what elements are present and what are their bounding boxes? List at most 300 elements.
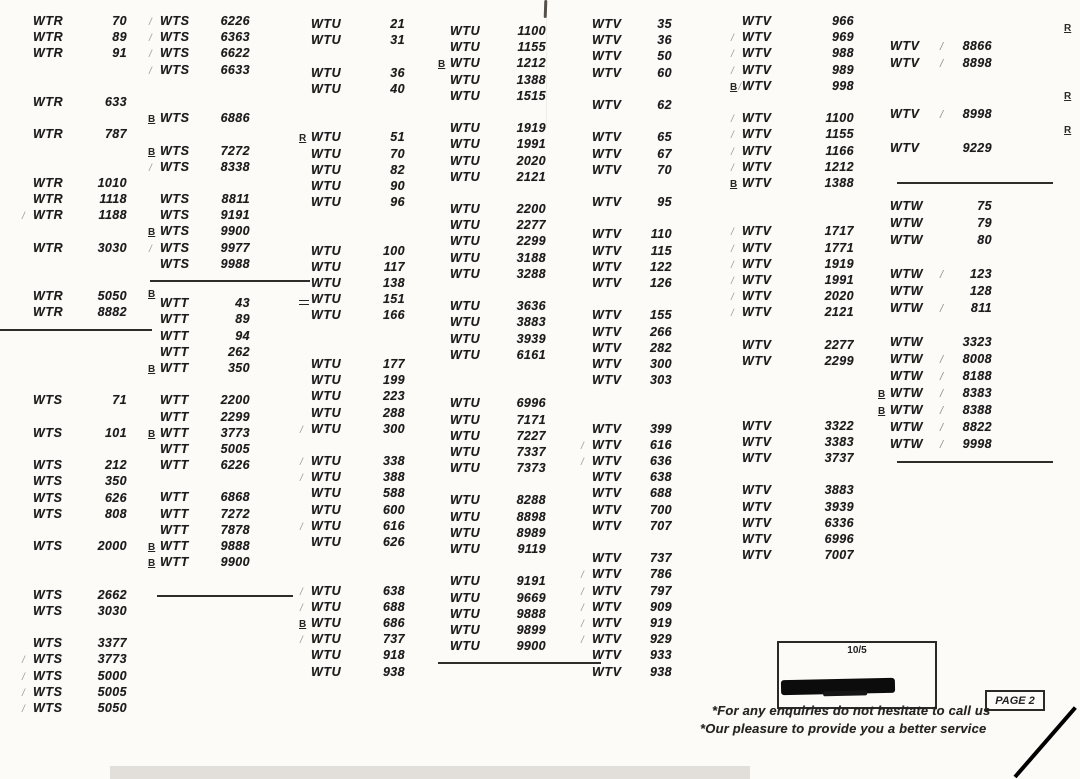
list-entry — [299, 33, 405, 49]
list-entry — [438, 73, 601, 89]
mid-slash: / — [940, 371, 944, 383]
check-slash: / — [149, 243, 152, 255]
code-prefix: WTU — [311, 146, 342, 161]
code-number: 5005 — [220, 441, 250, 456]
code-number: 91 — [112, 46, 127, 61]
check-slash: / — [300, 424, 303, 436]
separator-rule — [438, 662, 601, 678]
list-entry — [730, 532, 854, 548]
code-number: 266 — [649, 324, 672, 339]
separator-rule — [21, 329, 152, 345]
blank-row — [21, 555, 152, 587]
code-prefix: WTR — [33, 46, 64, 61]
code-number: 7007 — [824, 548, 854, 563]
list-entry — [730, 144, 854, 160]
list-entry — [21, 636, 152, 652]
code-number: 616 — [382, 518, 405, 533]
code-number: 7337 — [516, 444, 546, 459]
code-prefix: WTU — [311, 65, 342, 80]
code-number: 1919 — [516, 121, 546, 136]
blank-row — [299, 211, 405, 243]
list-entry — [878, 107, 1053, 124]
blank-row — [580, 82, 672, 98]
blank-row — [21, 144, 152, 176]
list-entry — [148, 208, 310, 224]
code-number: 6996 — [824, 532, 854, 547]
check-slash: / — [731, 292, 734, 304]
check-slash: / — [731, 130, 734, 142]
list-entry — [580, 98, 672, 114]
code-number: 5050 — [97, 289, 127, 304]
code-prefix: WTU — [450, 24, 481, 38]
list-entry — [438, 623, 601, 639]
list-entry — [299, 616, 405, 632]
code-prefix: WTV — [592, 648, 622, 663]
row-marker — [878, 406, 890, 418]
code-prefix: WTV — [592, 195, 622, 210]
code-prefix: WTS — [33, 587, 63, 602]
list-entry — [580, 665, 672, 681]
list-entry — [878, 403, 1053, 420]
code-prefix: WTU — [311, 17, 342, 31]
list-entry — [878, 420, 1053, 437]
code-number: 199 — [382, 373, 405, 388]
list-entry — [580, 470, 672, 486]
list-entry — [438, 332, 601, 348]
code-prefix: WTV — [742, 273, 772, 288]
list-entry — [580, 648, 672, 664]
code-prefix: WTV — [592, 437, 622, 452]
check-slash: / — [581, 457, 584, 469]
list-entry — [299, 357, 405, 373]
code-number: 786 — [649, 567, 672, 582]
code-number: 633 — [104, 94, 127, 109]
code-number: 1188 — [98, 208, 127, 223]
list-entry — [21, 507, 152, 523]
list-entry — [21, 669, 152, 685]
list-entry — [148, 393, 310, 409]
rule-line — [150, 280, 310, 282]
code-prefix: WTV — [742, 46, 772, 61]
list-entry — [438, 526, 601, 542]
row-marker — [299, 473, 311, 485]
code-number: 3636 — [516, 299, 546, 314]
code-prefix: WTV — [742, 175, 772, 190]
row-marker — [730, 179, 742, 191]
row-marker — [580, 587, 592, 599]
marker-letter: R — [299, 133, 307, 145]
check-slash: / — [581, 586, 584, 598]
margin-r-stamp: R — [1064, 91, 1072, 102]
check-slash: / — [731, 259, 734, 271]
code-number: 737 — [649, 551, 672, 566]
list-entry — [299, 276, 405, 292]
code-prefix: WTV — [592, 373, 622, 388]
code-number: 2000 — [97, 539, 127, 554]
row-marker — [148, 542, 160, 554]
code-number: 6161 — [516, 347, 546, 362]
blank-row — [21, 442, 152, 458]
marker-letter: B — [299, 619, 307, 630]
code-prefix: WTV — [592, 308, 622, 323]
code-prefix: WTU — [311, 502, 342, 517]
code-prefix: WTT — [160, 425, 189, 440]
code-prefix: WTS — [33, 490, 63, 505]
mid-slash: / — [940, 58, 944, 70]
code-prefix: WTS — [160, 192, 190, 207]
row-marker — [299, 425, 311, 437]
code-column — [438, 24, 601, 679]
code-prefix: WTU — [311, 130, 342, 145]
blank-row — [730, 467, 854, 483]
code-prefix: WTU — [311, 616, 342, 630]
code-number: 8288 — [516, 493, 546, 508]
code-prefix: WTU — [450, 218, 481, 233]
code-number: 919 — [649, 615, 672, 630]
code-number: 787 — [104, 127, 127, 142]
list-entry — [21, 95, 152, 111]
code-prefix: WTU — [311, 243, 342, 258]
code-prefix: WTU — [311, 81, 342, 96]
blank-row — [580, 179, 672, 195]
row-marker — [730, 244, 742, 256]
code-prefix: WTV — [742, 515, 772, 530]
code-prefix: WTW — [890, 199, 924, 213]
code-prefix: WTV — [592, 486, 622, 501]
stamp-box — [777, 641, 937, 709]
code-number: 223 — [382, 389, 405, 404]
row-marker — [148, 147, 160, 159]
list-entry — [580, 49, 672, 65]
list-entry — [21, 604, 152, 620]
code-prefix: WTW — [890, 437, 924, 451]
code-prefix: WTV — [592, 551, 622, 566]
check-slash: / — [581, 602, 584, 614]
blank-row — [730, 322, 854, 338]
code-number: 50 — [657, 49, 672, 64]
code-number: 31 — [390, 33, 405, 48]
marker-letter: B — [148, 363, 156, 375]
list-entry — [299, 163, 405, 179]
row-marker — [148, 33, 160, 45]
marker-letter: B — [148, 146, 156, 158]
code-prefix: WTR — [33, 208, 64, 223]
row-marker — [730, 82, 742, 94]
code-prefix: WTU — [311, 632, 342, 647]
list-entry — [299, 470, 405, 486]
marker-letter: B — [438, 59, 446, 71]
list-entry — [21, 393, 152, 409]
code-prefix: WTT — [160, 328, 189, 343]
code-prefix: WTS — [33, 539, 63, 554]
list-entry — [438, 137, 601, 153]
list-entry — [148, 63, 310, 79]
separator-rule — [878, 182, 1053, 199]
list-entry — [148, 296, 310, 312]
marker-letter: B — [148, 289, 156, 301]
code-prefix: WTW — [890, 267, 924, 281]
row-marker — [21, 211, 33, 223]
list-entry — [580, 616, 672, 632]
scan-fold-mark — [544, 0, 548, 18]
code-prefix: WTS — [33, 636, 63, 651]
code-prefix: WTU — [450, 574, 481, 589]
list-entry — [21, 426, 152, 442]
marker-letter: B — [878, 406, 886, 417]
blank-row — [730, 370, 854, 419]
code-prefix: WTV — [592, 97, 622, 112]
code-prefix: WTU — [450, 428, 481, 443]
stamp-date-label: 10/5 — [847, 645, 867, 656]
code-number: 8822 — [962, 420, 992, 434]
row-marker — [580, 603, 592, 615]
code-number: 1388 — [824, 175, 854, 190]
code-number: 9191 — [516, 574, 546, 589]
code-number: 8188 — [962, 369, 992, 383]
code-number: 126 — [649, 276, 672, 290]
check-slash: / — [300, 521, 303, 533]
list-entry — [730, 127, 854, 143]
code-number: 2121 — [824, 305, 854, 320]
code-prefix: WTU — [450, 606, 481, 621]
marker-letter: B — [730, 178, 738, 190]
list-entry — [730, 241, 854, 257]
check-slash: / — [731, 65, 734, 77]
list-entry — [580, 276, 672, 292]
blank-row — [21, 63, 152, 95]
code-number: 5050 — [97, 700, 127, 715]
row-marker — [148, 17, 160, 29]
list-entry — [580, 567, 672, 583]
code-number: 117 — [383, 259, 405, 274]
blank-row — [878, 318, 1053, 335]
code-number: 1991 — [516, 137, 546, 152]
row-marker — [580, 570, 592, 582]
list-entry — [438, 170, 601, 186]
row-marker — [148, 244, 160, 256]
code-prefix: WTV — [742, 483, 772, 498]
row-marker — [299, 587, 311, 599]
mid-slash: / — [940, 439, 944, 451]
list-entry — [21, 701, 152, 717]
list-entry — [580, 33, 672, 49]
code-number: 8882 — [97, 305, 127, 320]
list-entry — [580, 66, 672, 82]
code-prefix: WTR — [33, 175, 64, 190]
code-prefix: WTR — [33, 30, 64, 45]
row-marker — [148, 49, 160, 61]
code-number: 966 — [831, 14, 854, 28]
code-number: 626 — [104, 490, 127, 505]
blank-row — [299, 325, 405, 357]
list-entry — [148, 555, 310, 571]
code-prefix: WTV — [742, 78, 772, 93]
list-entry — [21, 127, 152, 143]
check-slash: / — [581, 618, 584, 630]
check-slash: / — [149, 49, 152, 61]
code-prefix: WTV — [592, 664, 622, 679]
code-prefix: WTR — [33, 305, 64, 320]
code-number: 9669 — [516, 590, 546, 605]
rule-line — [897, 461, 1053, 463]
code-number: 3188 — [516, 250, 546, 265]
code-prefix: WTV — [742, 337, 772, 352]
list-entry — [730, 483, 854, 499]
rule-line — [0, 329, 152, 331]
code-prefix: WTT — [160, 490, 189, 505]
code-number: 1155 — [825, 127, 854, 142]
blank-row — [580, 114, 672, 130]
list-entry — [148, 257, 310, 273]
list-entry — [580, 341, 672, 357]
blank-row — [438, 186, 601, 202]
code-number: 938 — [382, 664, 405, 679]
code-prefix: WTU — [450, 622, 481, 637]
code-prefix: WTS — [33, 668, 63, 683]
code-prefix: WTV — [890, 39, 920, 53]
check-slash: / — [300, 473, 303, 485]
code-prefix: WTU — [311, 356, 342, 371]
row-marker — [21, 655, 33, 667]
code-prefix: WTU — [311, 373, 342, 388]
code-number: 71 — [112, 393, 127, 408]
code-number: 70 — [390, 146, 405, 161]
row-marker — [730, 147, 742, 159]
code-number: 9900 — [516, 639, 546, 654]
code-number: 9888 — [220, 539, 250, 554]
code-prefix: WTU — [450, 234, 481, 249]
check-slash: / — [738, 81, 742, 93]
list-entry — [299, 389, 405, 405]
code-number: 101 — [104, 425, 127, 440]
code-number: 7878 — [220, 522, 250, 537]
code-prefix: WTU — [450, 40, 481, 55]
code-prefix: WTU — [311, 162, 342, 177]
code-prefix: WTR — [33, 289, 64, 304]
mid-slash: / — [940, 303, 944, 315]
code-prefix: WTV — [890, 56, 920, 70]
code-number: 8388 — [962, 403, 992, 417]
code-number: 1010 — [97, 175, 127, 190]
code-prefix: WTS — [160, 208, 190, 223]
code-number: 6886 — [220, 111, 250, 126]
scan-fold-line — [546, 18, 547, 128]
list-entry — [299, 308, 405, 324]
blank-row — [580, 211, 672, 227]
list-entry — [21, 46, 152, 62]
marker-letter: B — [148, 542, 156, 554]
code-prefix: WTW — [890, 216, 924, 230]
code-number: 1515 — [516, 88, 546, 103]
list-entry — [878, 199, 1053, 216]
separator-rule — [148, 595, 310, 611]
check-slash: / — [300, 457, 303, 469]
list-entry — [299, 179, 405, 195]
blank-row — [299, 551, 405, 583]
list-entry — [878, 369, 1053, 386]
code-prefix: WTV — [592, 518, 622, 533]
list-entry — [580, 454, 672, 470]
list-entry — [438, 315, 601, 331]
code-prefix: WTT — [160, 441, 189, 456]
check-slash: / — [22, 671, 25, 683]
row-marker — [148, 364, 160, 376]
code-number: 626 — [382, 535, 405, 550]
list-entry — [878, 437, 1053, 454]
code-prefix: WTV — [592, 276, 622, 290]
list-entry — [730, 435, 854, 451]
check-slash: / — [731, 114, 734, 126]
code-number: 9998 — [962, 437, 992, 451]
row-marker — [730, 49, 742, 61]
code-prefix: WTU — [450, 299, 481, 314]
check-slash: / — [731, 243, 734, 255]
code-number: 122 — [649, 259, 672, 274]
code-number: 6622 — [220, 46, 250, 61]
code-number: 1771 — [824, 240, 854, 255]
list-entry — [730, 451, 854, 467]
check-slash: / — [300, 586, 303, 598]
code-number: 588 — [382, 486, 405, 501]
code-number: 2277 — [516, 218, 546, 233]
rule-line — [897, 182, 1053, 184]
code-number: 350 — [227, 360, 250, 375]
code-prefix: WTU — [450, 266, 481, 281]
row-marker — [21, 672, 33, 684]
check-slash: / — [731, 49, 734, 61]
check-slash: / — [731, 146, 734, 158]
check-slash: / — [731, 33, 734, 45]
list-entry — [438, 154, 601, 170]
code-number: 616 — [649, 437, 672, 452]
list-entry — [299, 130, 405, 146]
list-entry — [148, 426, 310, 442]
code-column — [21, 14, 152, 717]
code-prefix: WTV — [592, 49, 622, 64]
code-prefix: WTV — [592, 162, 622, 177]
list-entry — [580, 325, 672, 341]
code-prefix: WTU — [311, 664, 342, 679]
blank-row — [730, 95, 854, 111]
list-entry — [438, 40, 601, 56]
row-marker — [21, 688, 33, 700]
code-number: 6868 — [220, 490, 250, 505]
code-number: 95 — [657, 195, 672, 210]
code-prefix: WTW — [890, 335, 924, 349]
list-entry — [438, 251, 601, 267]
code-prefix: WTS — [160, 224, 190, 239]
code-number: 638 — [649, 470, 672, 485]
code-number: 110 — [650, 227, 672, 242]
code-prefix: WTU — [450, 137, 481, 152]
code-number: 128 — [969, 284, 992, 298]
list-entry — [21, 685, 152, 701]
list-entry — [438, 542, 601, 558]
page-number-badge: PAGE 2 — [985, 690, 1045, 711]
list-entry — [299, 503, 405, 519]
blank-row — [878, 73, 1053, 90]
list-entry — [299, 17, 405, 33]
code-number: 288 — [382, 405, 405, 420]
list-entry — [299, 665, 405, 681]
list-entry — [299, 147, 405, 163]
blank-row — [580, 535, 672, 551]
list-entry — [730, 516, 854, 532]
list-entry — [580, 422, 672, 438]
code-prefix: WTV — [592, 65, 622, 80]
code-number: 686 — [382, 616, 405, 630]
code-prefix: WTV — [592, 632, 622, 647]
